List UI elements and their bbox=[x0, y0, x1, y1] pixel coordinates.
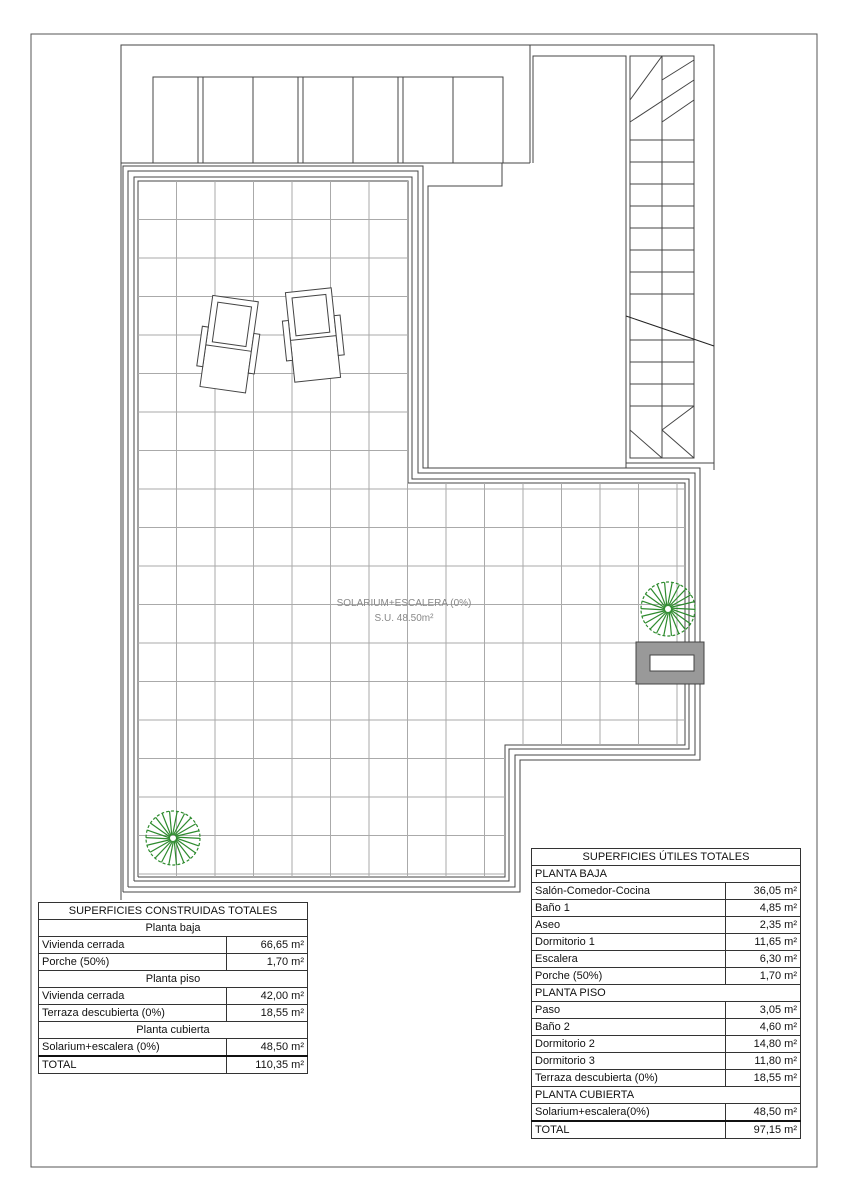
section-planta-baja: PLANTA BAJA bbox=[532, 866, 801, 883]
row-label: Dormitorio 2 bbox=[532, 1036, 726, 1053]
row-label: Porche (50%) bbox=[532, 968, 726, 985]
row-value: 48,50 m² bbox=[725, 1104, 800, 1122]
row-label: Baño 1 bbox=[532, 900, 726, 917]
row-value: 3,05 m² bbox=[725, 1002, 800, 1019]
row-value: 2,35 m² bbox=[725, 917, 800, 934]
row-value: 36,05 m² bbox=[725, 883, 800, 900]
row-label: Solarium+escalera(0%) bbox=[532, 1104, 726, 1122]
parapet-walls bbox=[123, 166, 700, 892]
total-value: 110,35 m² bbox=[227, 1056, 308, 1074]
row-value: 4,60 m² bbox=[725, 1019, 800, 1036]
plant-leaf bbox=[176, 837, 200, 838]
room-label-area: S.U. 48.50m² bbox=[374, 613, 434, 624]
row-label: Aseo bbox=[532, 917, 726, 934]
row-label: Paso bbox=[532, 1002, 726, 1019]
row-value: 1,70 m² bbox=[227, 954, 308, 971]
row-label: Vivienda cerrada bbox=[39, 988, 227, 1005]
stairs bbox=[626, 56, 714, 458]
sun-lounger-right bbox=[279, 287, 346, 383]
plant-top-right bbox=[641, 582, 695, 636]
row-label: Solarium+escalera (0%) bbox=[39, 1039, 227, 1057]
section-planta-cubierta: PLANTA CUBIERTA bbox=[532, 1087, 801, 1104]
room-label-name: SOLARIUM+ESCALERA (0%) bbox=[336, 598, 472, 609]
pergola-slats bbox=[153, 77, 503, 163]
row-label: Dormitorio 1 bbox=[532, 934, 726, 951]
section-planta-baja: Planta baja bbox=[39, 920, 308, 937]
row-label: Terraza descubierta (0%) bbox=[39, 1005, 227, 1022]
row-value: 66,65 m² bbox=[227, 937, 308, 954]
section-planta-cubierta: Planta cubierta bbox=[39, 1022, 308, 1039]
total-label: TOTAL bbox=[39, 1056, 227, 1074]
row-label: Salón-Comedor-Cocina bbox=[532, 883, 726, 900]
plant-leaf bbox=[650, 612, 667, 629]
row-label: Escalera bbox=[532, 951, 726, 968]
row-value: 6,30 m² bbox=[725, 951, 800, 968]
row-value: 18,55 m² bbox=[725, 1070, 800, 1087]
constructed-table-title: SUPERFICIES CONSTRUIDAS TOTALES bbox=[39, 903, 308, 920]
plant-leaf bbox=[641, 609, 665, 610]
plant-leaf bbox=[669, 589, 686, 606]
row-value: 18,55 m² bbox=[227, 1005, 308, 1022]
constructed-area-table bbox=[38, 902, 308, 1074]
row-label: Terraza descubierta (0%) bbox=[532, 1070, 726, 1087]
row-value: 14,80 m² bbox=[725, 1036, 800, 1053]
row-value: 1,70 m² bbox=[725, 968, 800, 985]
row-label: Porche (50%) bbox=[39, 954, 227, 971]
row-value: 11,80 m² bbox=[725, 1053, 800, 1070]
chimney-vent bbox=[636, 642, 704, 684]
plant-leaf bbox=[671, 608, 695, 609]
total-value: 97,15 m² bbox=[725, 1121, 800, 1139]
row-value: 4,85 m² bbox=[725, 900, 800, 917]
plant-bottom-left bbox=[146, 811, 200, 865]
section-planta-piso: Planta piso bbox=[39, 971, 308, 988]
plant-leaf bbox=[155, 841, 172, 858]
row-label: Vivienda cerrada bbox=[39, 937, 227, 954]
usable-area-table bbox=[531, 848, 801, 1139]
row-label: Baño 2 bbox=[532, 1019, 726, 1036]
row-value: 48,50 m² bbox=[227, 1039, 308, 1057]
plant-leaf bbox=[146, 838, 170, 839]
total-label: TOTAL bbox=[532, 1121, 726, 1139]
section-planta-piso: PLANTA PISO bbox=[532, 985, 801, 1002]
usable-table-title: SUPERFICIES ÚTILES TOTALES bbox=[532, 849, 801, 866]
row-value: 11,65 m² bbox=[725, 934, 800, 951]
row-label: Dormitorio 3 bbox=[532, 1053, 726, 1070]
row-value: 42,00 m² bbox=[227, 988, 308, 1005]
